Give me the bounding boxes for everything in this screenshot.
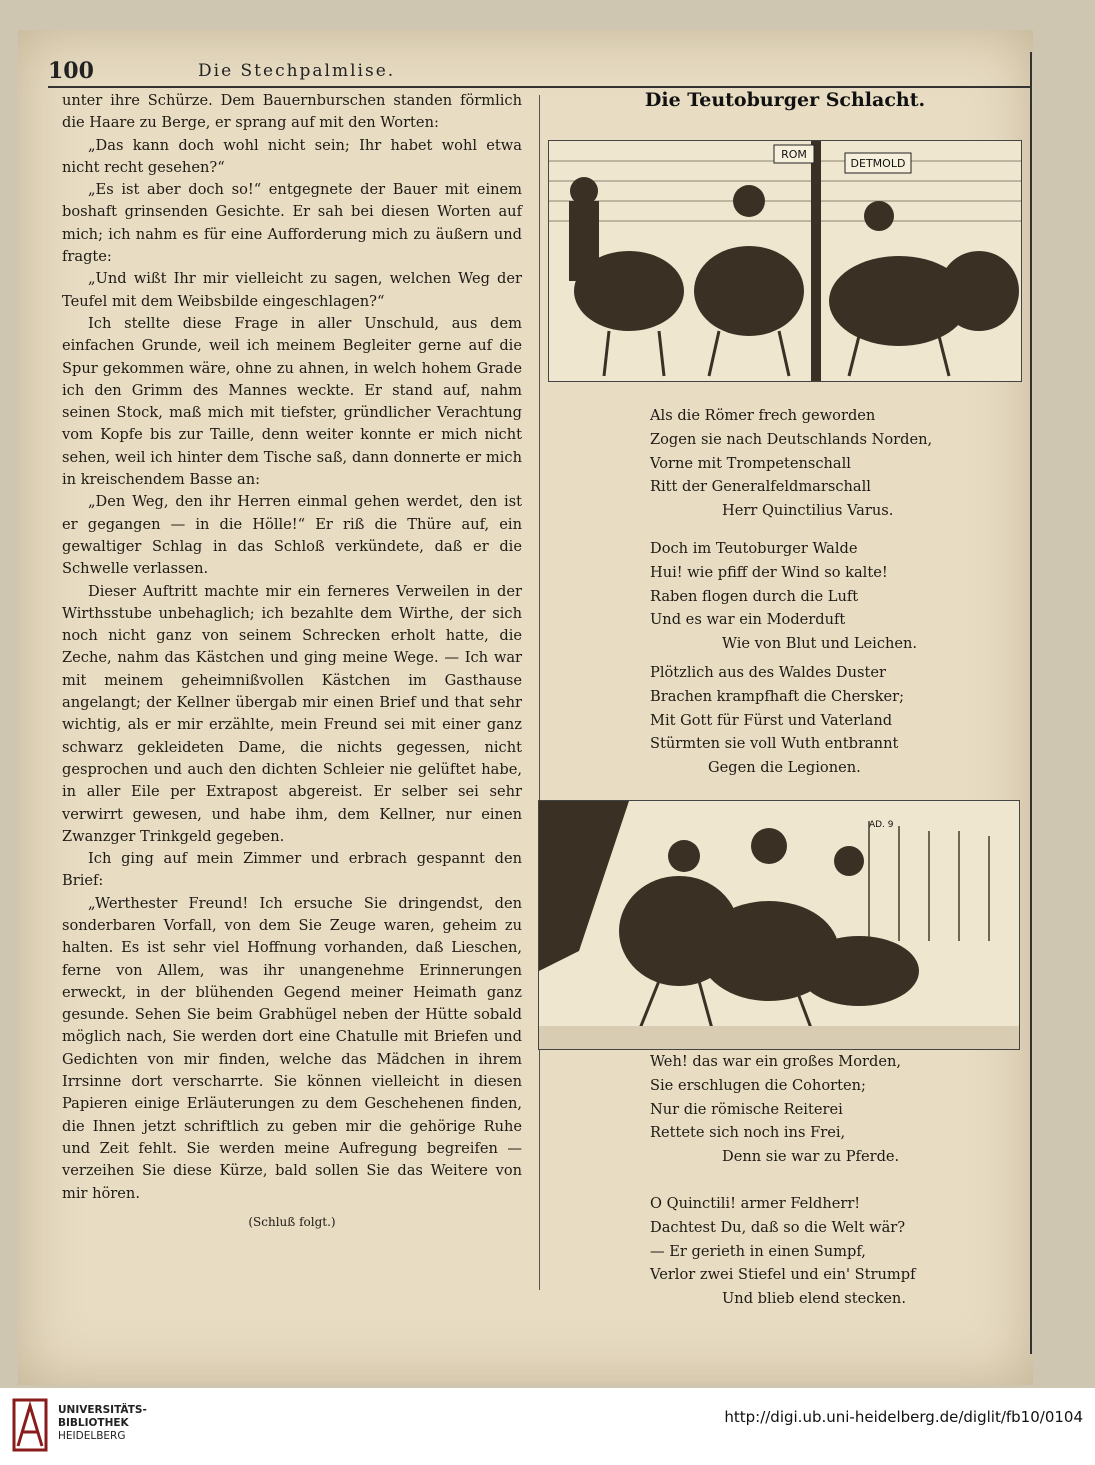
poem-line: Brachen krampfhaft die Chersker; [650, 687, 905, 705]
poem-line: Plötzlich aus des Waldes Duster [650, 664, 886, 681]
column-divider [539, 95, 540, 1290]
poem-stanza-5 [650, 1192, 1020, 1311]
poem-stanza-2 [650, 537, 1020, 656]
left-column [62, 90, 522, 1233]
poem-title: Die Teutoburger Schlacht. [644, 89, 926, 111]
poem-line: Und blieb elend stecken. [722, 1290, 906, 1308]
continued-note: (Schluß folgt.) [248, 1214, 336, 1229]
poem-line: — Er gerieth in einen Sumpf, [650, 1242, 866, 1260]
viewer-footer [0, 1388, 1095, 1465]
paragraph: „Und wißt Ihr mir vielleicht zu sagen, welchen Weg der Teufel mit dem Weibsbilde eingeschlagen?“ [62, 270, 522, 310]
library-line: UNIVERSITÄTS- [58, 1404, 147, 1416]
paragraph: Dieser Auftritt machte mir ein ferneres Verweilen in der Wirthsstube unbehaglich; ich bezahlte dem Wirthe, der sich noch nicht ganz von seinem Schrecken erholt hatte, die Zeche, nahm das Kästchen und ging meine Wege. — Ich war mit meinem geheimnißvollen Kästchen im Gasthause angelangt; der Kellner übergab mir einen Brief und that sehr wichtig, als er mir erzählte, mein Freund sei mit einer ganz schwarz gekleideten Dame, die nichts gegessen, nicht gesprochen und auch den dichten Schleier nie gelüftet habe, in aller Eile per Extrapost abgereist. Er selber sei sehr verwirrt gewesen, und habe ihm, dem Kellner, nur einen Zwanzger Trinkgeld gegeben. [62, 582, 522, 845]
poem-line: Nur die römische Reiterei [650, 1100, 843, 1118]
poem-line: Weh! das war ein großes Morden, [650, 1053, 902, 1070]
poem-line: Raben flogen durch die Luft [650, 587, 859, 605]
poem-line: Und es war ein Moderduft [650, 611, 846, 629]
library-name [58, 1404, 147, 1443]
poem-stanza-4 [650, 1050, 1020, 1169]
poem-line: Rettete sich noch ins Frei, [650, 1124, 846, 1142]
poem-line: Als die Römer frech geworden [650, 407, 876, 424]
header-rule [48, 86, 1030, 88]
library-seal-icon [12, 1398, 48, 1452]
poem-line: Doch im Teutoburger Walde [650, 540, 858, 557]
paragraph: Ich ging auf mein Zimmer und erbrach gespannt den Brief: [62, 850, 522, 890]
poem-line: Wie von Blut und Leichen. [722, 635, 918, 653]
page-number: 100 [48, 58, 94, 84]
library-line: HEIDELBERG [58, 1430, 126, 1442]
page-header [48, 58, 1018, 88]
poem-line: O Quinctili! armer Feldherr! [650, 1195, 861, 1212]
poem-line: Stürmten sie voll Wuth entbrannt [650, 735, 899, 753]
running-title: Die Stechpalmlise. [198, 61, 396, 81]
source-url[interactable]: http://digi.ub.uni-heidelberg.de/diglit/fb10/0104 [724, 1408, 1083, 1426]
poem-line: Herr Quinctilius Varus. [722, 502, 894, 520]
illustration-battle [538, 800, 1020, 1050]
poem-stanza-1 [650, 404, 1020, 523]
paragraph: „Den Weg, den ihr Herren einmal gehen werdet, den ist er gegangen — in die Hölle!“ Er riß die Thüre auf, ein gewaltiger Schlag in das Schloß verkündete, daß er die Schwelle verlassen. [62, 493, 522, 578]
paragraph: „Werthester Freund! Ich ersuche Sie dringendst, den sonderbaren Vorfall, von dem Sie Zeuge waren, geheim zu halten. Es ist sehr viel Hoffnung vorhanden, daß Lieschen, ferne von Allem, was ihr unangenehme Erinnerungen erweckt, in der blühenden Gegend meiner Heimath ganz gesunde. Sehen Sie beim Grabhügel neben der Hütte sobald möglich nach, Sie werden dort eine Chatulle mit Briefen und Gedichten von mir finden, welche das Mädchen in ihrem Irrsinne dort verscharrte. Sie können vielleicht in diesen Papieren einige Erläuterungen zu dem Geschehenen finden, die Ihnen jetzt schriftlich zu geben mir die gehörige Ruhe und Zeit fehlt. Sie werden meine Aufregung begreifen — verzeihen Sie diese Kürze, bald sollen Sie das Weitere von mir hören. [62, 894, 522, 1202]
poem-line: Sie erschlugen die Cohorten; [650, 1076, 866, 1094]
poem-line: Ritt der Generalfeldmarschall [650, 478, 871, 496]
poem-line: Gegen die Legionen. [708, 759, 861, 777]
library-line: BIBLIOTHEK [58, 1417, 129, 1429]
banner-text: AD. 9 [869, 820, 894, 830]
paragraph: unter ihre Schürze. Dem Bauernburschen standen förmlich die Haare zu Berge, er sprang auf mit den Worten: [62, 92, 522, 132]
illustration-roman-march [548, 140, 1022, 382]
sign-rom: ROM [781, 148, 807, 161]
poem-line: Zogen sie nach Deutschlands Norden, [650, 430, 933, 448]
page-border-right [1030, 52, 1032, 1354]
paragraph: „Das kann doch wohl nicht sein; Ihr habet wohl etwa nicht recht gesehen?“ [62, 136, 522, 176]
poem-line: Mit Gott für Fürst und Vaterland [650, 711, 893, 729]
poem-stanza-3 [650, 661, 1020, 780]
sign-detmold: DETMOLD [850, 157, 906, 170]
poem-line: Denn sie war zu Pferde. [722, 1148, 900, 1166]
poem-line: Vorne mit Trompetenschall [650, 454, 851, 472]
poem-line: Verlor zwei Stiefel und ein' Strumpf [650, 1266, 916, 1284]
paragraph: Ich stellte diese Frage in aller Unschuld, aus dem einfachen Grunde, weil ich meinem Begleiter gerne auf die Spur gekommen wäre, ohne zu ahnen, in welch hohem Grade ich den Grimm des Mannes weckte. Er stand auf, nahm seinen Stock, maß mich mit tiefster, gründlicher Verachtung vom Kopfe bis zur Taille, denn weiter konnte er mich nicht sehen, weil ich hinter dem Tische saß, dann donnerte er mich in kreischendem Basse an: [62, 314, 522, 489]
poem-line: Hui! wie pfiff der Wind so kalte! [650, 563, 888, 581]
poem-line: Dachtest Du, daß so die Welt wär? [650, 1218, 906, 1236]
paragraph: „Es ist aber doch so!“ entgegnete der Bauer mit einem boshaft grinsenden Gesichte. Er sah bei diesen Worten auf mich; ich nahm es für eine Aufforderung mich zu äußern und fragte: [62, 181, 522, 266]
